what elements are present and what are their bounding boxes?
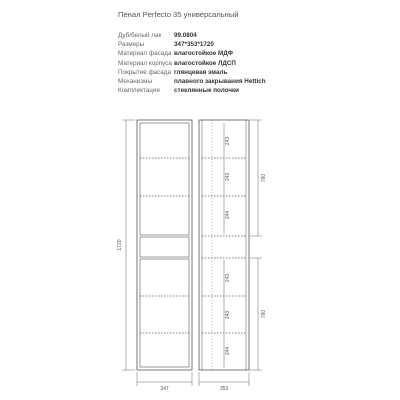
depth-side-label: 353: [219, 386, 229, 392]
spec-value: 347*353*1720: [174, 41, 214, 49]
upper-section-label: 780: [261, 173, 267, 183]
shelf-upper-3-label: 244: [225, 210, 231, 220]
shelf-lower-3-label: 244: [225, 346, 231, 356]
spec-value: влагостойкое ЛДСП: [174, 59, 236, 67]
width-front-label: 347: [160, 386, 169, 392]
upper-door: [140, 123, 189, 235]
shelf-lower-2-label: 243: [225, 310, 231, 320]
spec-label: Комплектация: [118, 87, 160, 95]
shelf-upper-1-label: 243: [225, 136, 231, 146]
shelf-lower-1-label: 243: [225, 273, 231, 283]
spec-value: влагостойкое МДФ: [174, 50, 234, 58]
width-dimension: [137, 372, 192, 386]
spec-label: Покрытие фасада: [118, 68, 171, 76]
front-outline: [137, 120, 192, 370]
spec-label: Дуб/белый лак: [118, 32, 162, 39]
height-dimension: [122, 120, 135, 370]
section-dimensions: [250, 120, 262, 370]
open-niche: [140, 237, 189, 257]
lower-section-label: 780: [261, 309, 267, 319]
spec-value: 99.0804: [174, 32, 197, 39]
spec-label: Материал фасада: [118, 50, 172, 58]
spec-value: глянцевая эмаль: [174, 68, 228, 76]
shelf-upper-2-label: 243: [225, 172, 231, 182]
spec-label: Размеры: [118, 41, 145, 49]
spec-label: Материал корпуса: [118, 59, 172, 67]
height-total-label: 1720: [117, 239, 123, 251]
spec-label: Механизмы: [118, 77, 152, 85]
front-view: [137, 120, 192, 370]
spec-value: плавного закрывания Hettich: [174, 77, 266, 85]
product-title: Пенал Perfecto 35 универсальный: [118, 10, 239, 19]
spec-value: стеклянные полочки: [174, 87, 240, 95]
depth-dimension: [199, 372, 249, 386]
lower-door: [140, 259, 189, 367]
